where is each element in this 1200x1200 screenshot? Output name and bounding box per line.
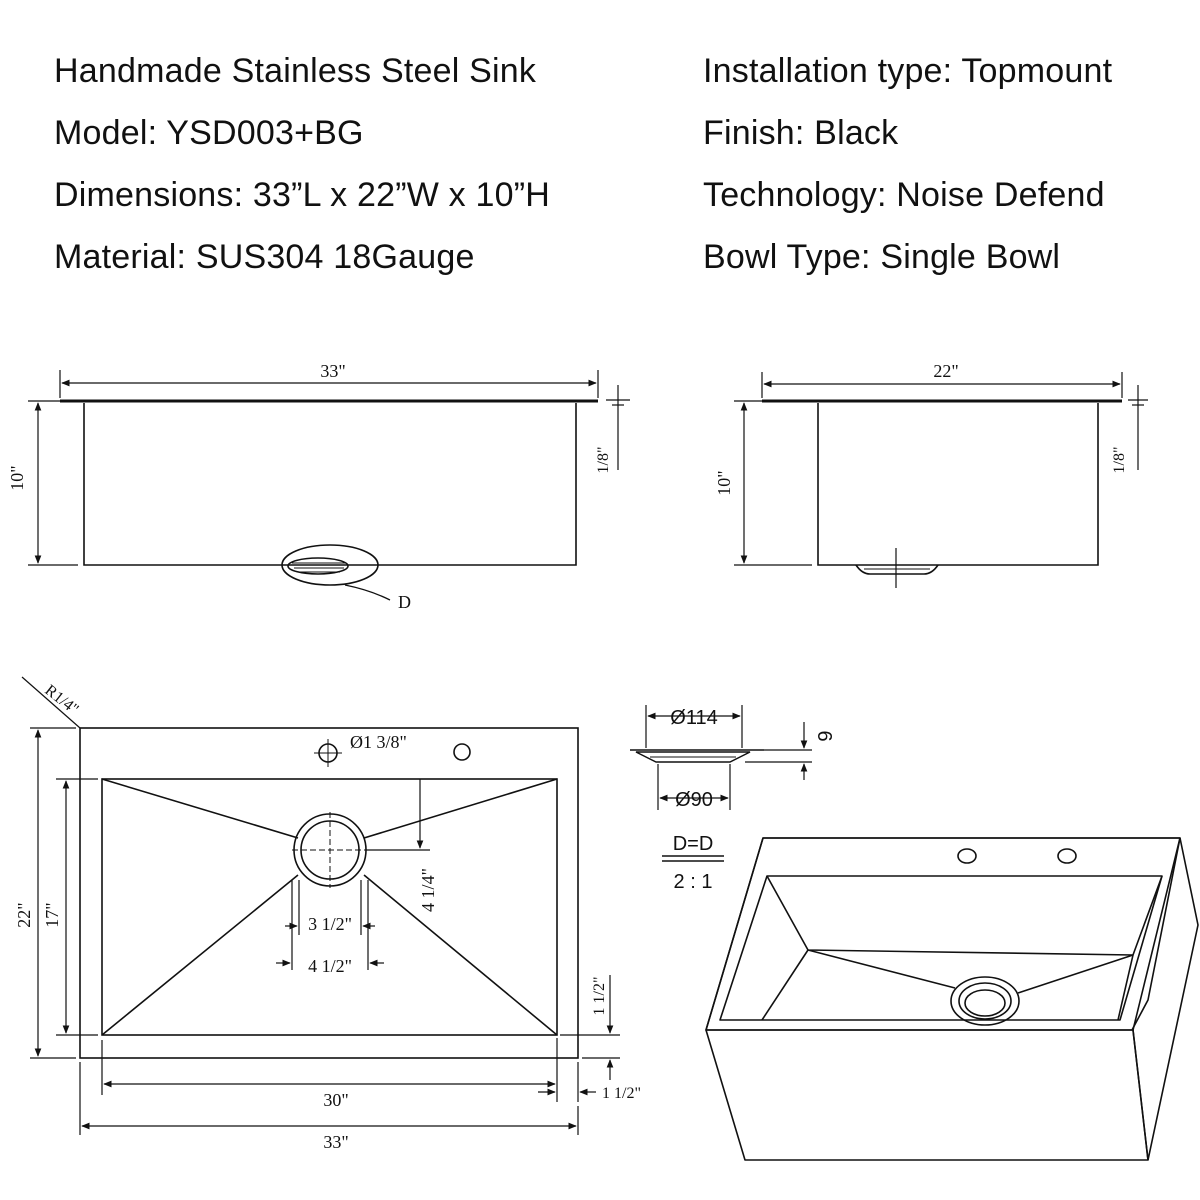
side-view-labels — [714, 361, 1128, 496]
side-view — [734, 372, 1148, 588]
drain-callout-label: D — [398, 592, 411, 612]
isometric-view — [706, 838, 1198, 1160]
top-view — [22, 677, 620, 1135]
side-width-label: 22" — [933, 361, 959, 381]
drain-offset-label: 4 1/4" — [418, 868, 438, 912]
spec-technology: Technology: Noise Defend — [703, 176, 1105, 214]
top-view-labels — [14, 682, 641, 1152]
flange-diameter-label: Ø114 — [670, 707, 718, 729]
spec-installation-type: Installation type: Topmount — [703, 52, 1113, 90]
front-length-label: 33" — [320, 361, 346, 381]
front-height-label: 10" — [7, 465, 27, 491]
front-deck-label: 1 1/2" — [591, 976, 608, 1016]
spec-material: Material: SUS304 18Gauge — [54, 238, 475, 276]
outer-width-label: 22" — [14, 902, 34, 928]
spec-dimensions: Dimensions: 33”L x 22”W x 10”H — [54, 176, 551, 214]
spec-bowl-type: Bowl Type: Single Bowl — [703, 238, 1061, 276]
front-view — [28, 370, 630, 600]
detail-d-labels — [670, 707, 835, 893]
depth-label: 6 — [813, 730, 835, 742]
spec-finish: Finish: Black — [703, 114, 899, 152]
body-diameter-label: Ø90 — [675, 789, 713, 811]
inner-length-label: 30" — [323, 1090, 349, 1110]
side-deck-label: 1 1/2" — [602, 1085, 641, 1102]
spec-title: Handmade Stainless Steel Sink — [54, 52, 537, 90]
front-rim-label: 1/8" — [595, 446, 612, 474]
drain-inner-label: 3 1/2" — [308, 914, 352, 934]
outer-length-label: 33" — [323, 1132, 349, 1152]
section-label: D=D — [672, 833, 714, 855]
spec-model: Model: YSD003+BG — [54, 114, 364, 152]
scale-label: 2 : 1 — [673, 871, 713, 893]
drain-outer-label: 4 1/2" — [308, 956, 352, 976]
faucet-hole-label: Ø1 3/8" — [350, 732, 407, 752]
inner-width-label: 17" — [42, 902, 62, 928]
side-height-label: 10" — [714, 470, 734, 496]
side-rim-label: 1/8" — [1111, 446, 1128, 474]
corner-radius-label: R1/4" — [41, 681, 82, 719]
